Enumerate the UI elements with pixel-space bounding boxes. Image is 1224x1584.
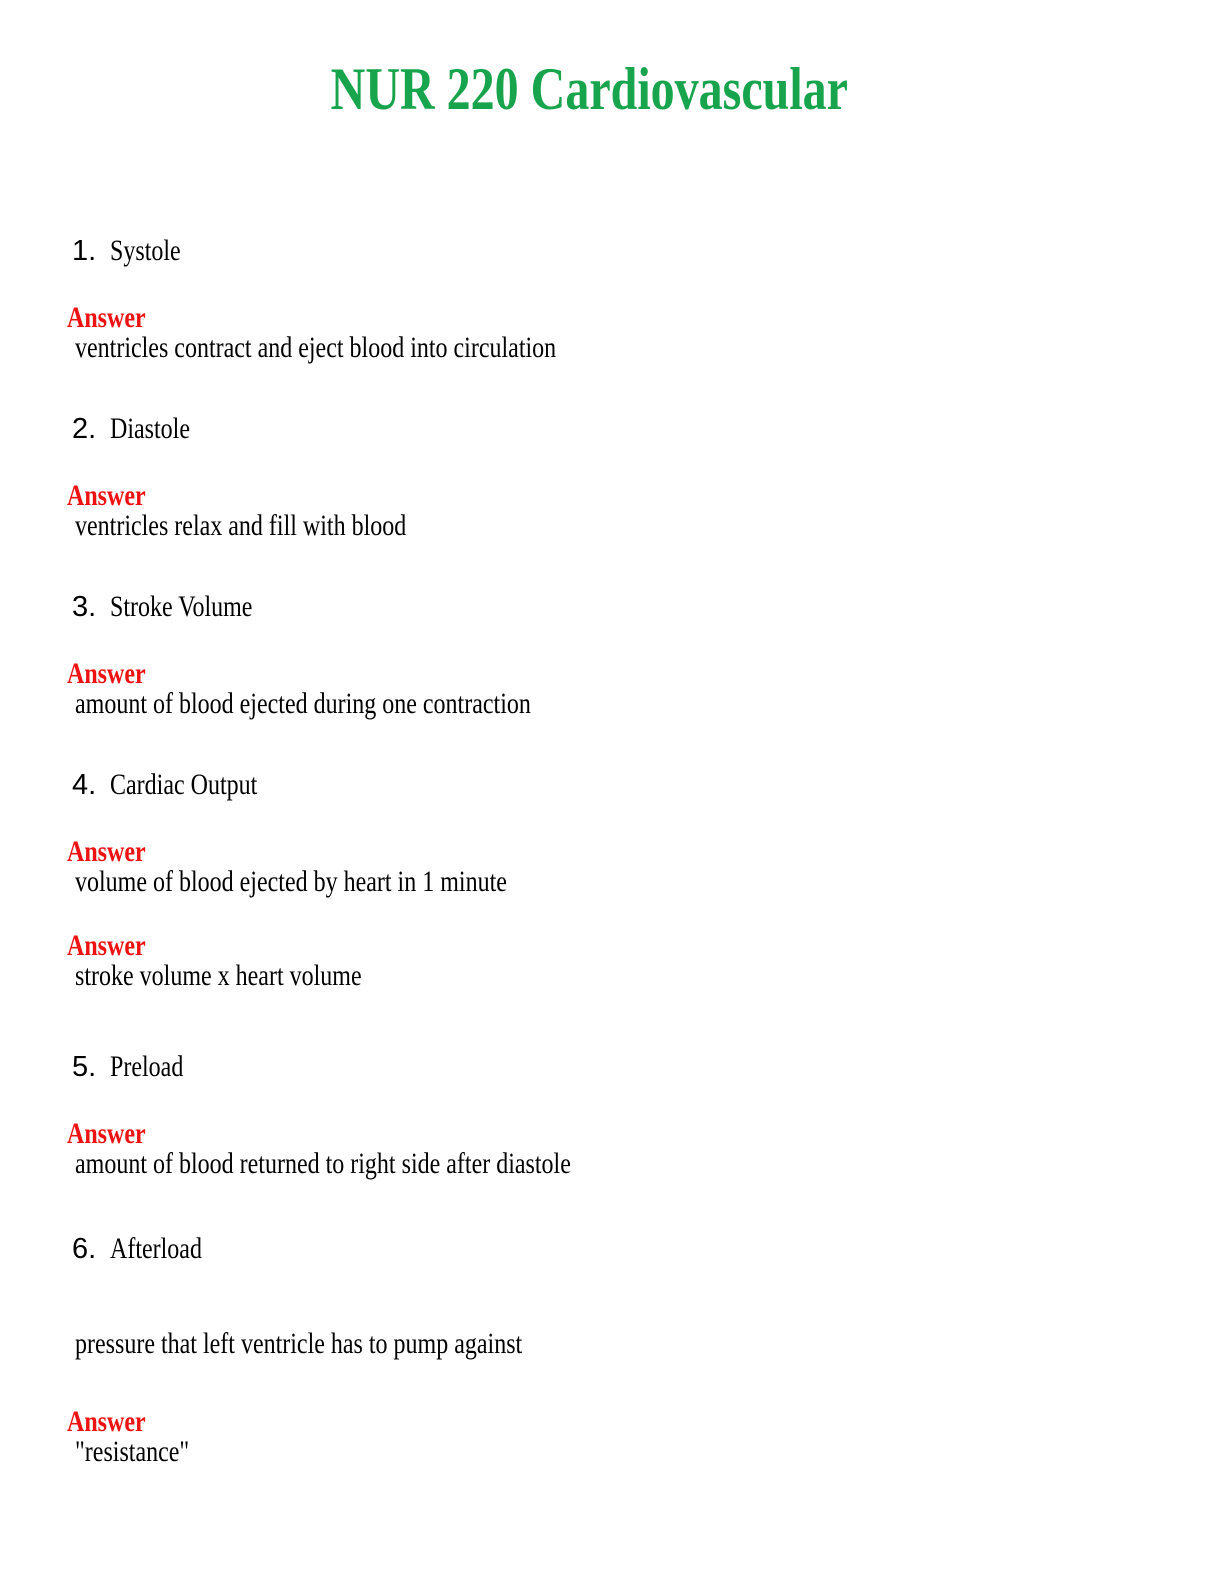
card-term: Systole [110,234,181,267]
flashcard-list [67,233,1224,1468]
flashcard-item [67,589,1224,720]
card-term: Diastole [110,412,190,445]
flashcard-item [67,767,1224,992]
card-number: 6. [72,1233,97,1265]
term-line [72,233,1224,269]
term-line [72,1231,1224,1267]
card-number: 4. [72,769,97,801]
term-line [72,767,1224,803]
answer-block [67,835,1224,898]
answer-label: Answer [67,1117,146,1150]
answer-label: Answer [67,479,146,512]
answer-block [72,1329,1224,1359]
answer-block [67,657,1224,720]
card-term: Afterload [110,1232,202,1265]
page-title: NUR 220 Cardiovascular [330,56,848,122]
answer-text: ventricles relax and fill with blood [75,509,407,542]
card-number: 3. [72,591,97,623]
title-row [0,56,1178,138]
flashcard-item [67,1231,1224,1468]
answer-label: Answer [67,835,146,868]
answer-text: amount of blood ejected during one contraction [75,687,531,720]
card-number: 5. [72,1051,97,1083]
answer-text: "resistance" [75,1435,190,1468]
answer-block [67,929,1224,992]
card-number: 2. [72,413,97,445]
answer-block [67,1405,1224,1468]
answer-label: Answer [67,657,146,690]
answer-label: Answer [67,929,146,962]
answer-text: amount of blood returned to right side after diastole [75,1147,571,1180]
answer-label: Answer [67,301,146,334]
answer-text: ventricles contract and eject blood into circulation [75,331,557,364]
answer-label: Answer [67,1405,146,1438]
answer-block [67,1117,1224,1180]
term-line [72,411,1224,447]
answer-text: pressure that left ventricle has to pump against [75,1327,523,1360]
card-term: Stroke Volume [110,590,253,623]
flashcard-item [67,1049,1224,1180]
term-line [72,1049,1224,1085]
answer-block [67,479,1224,542]
card-number: 1. [72,235,97,267]
flashcard-item [67,411,1224,542]
answer-block [67,301,1224,364]
card-term: Cardiac Output [110,768,258,801]
answer-text: stroke volume x heart volume [75,959,362,992]
answer-text: volume of blood ejected by heart in 1 minute [75,865,507,898]
card-term: Preload [110,1050,184,1083]
term-line [72,589,1224,625]
flashcard-item [67,233,1224,364]
